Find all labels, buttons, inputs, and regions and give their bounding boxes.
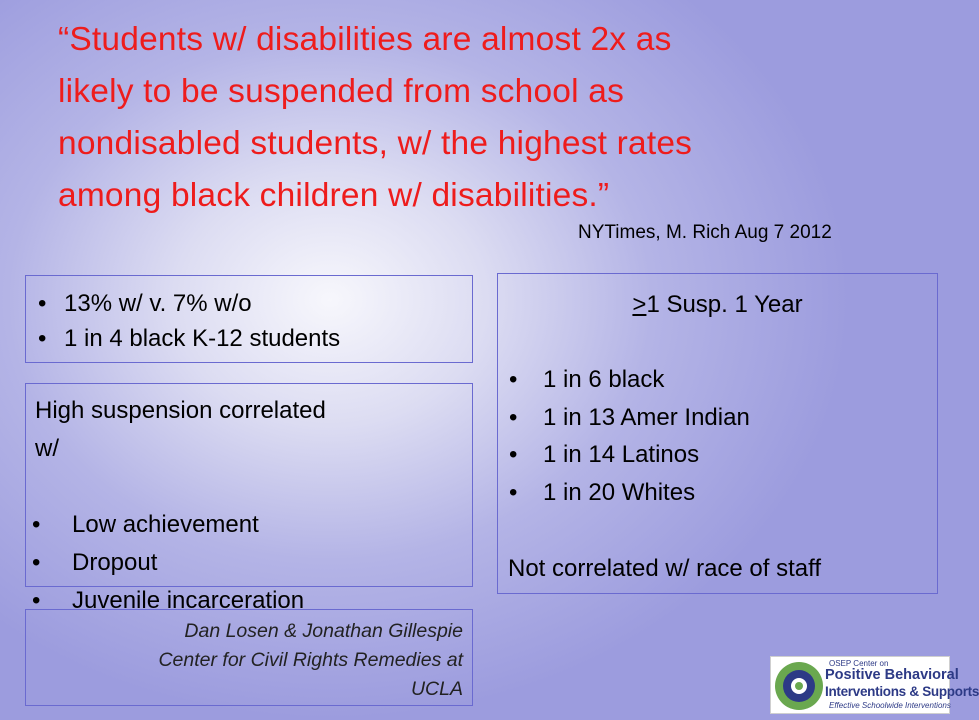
suspension-list	[508, 361, 937, 512]
list-item: • Low achievement	[35, 506, 472, 544]
list-item: • 1 in 20 Whites	[508, 474, 937, 512]
list-item: • 1 in 4 black K-12 students	[32, 321, 472, 356]
quote-line: among black children w/ disabilities.”	[58, 177, 610, 214]
heading-line: High suspension correlated	[35, 397, 326, 424]
stats-box	[25, 275, 473, 363]
logo-line: Positive Behavioral	[825, 667, 959, 683]
greater-equal-symbol: >	[632, 291, 647, 318]
suspension-title	[508, 286, 937, 324]
logo-line: Effective Schoolwide Interventions	[829, 701, 951, 710]
pbis-emblem-icon	[771, 657, 827, 715]
list-item: • 1 in 13 Amer Indian	[508, 399, 937, 437]
quote-line: likely to be suspended from school as	[58, 73, 625, 110]
credit-line: UCLA	[410, 678, 463, 700]
correlation-list	[35, 506, 472, 620]
quote-text	[58, 14, 918, 222]
quote-line: nondisabled students, w/ the highest rates	[58, 125, 693, 162]
list-item: • 13% w/ v. 7% w/o	[32, 286, 472, 321]
correlation-heading	[35, 392, 472, 468]
suspension-footer: Not correlated w/ race of staff	[508, 554, 822, 582]
heading-line: w/	[35, 435, 59, 462]
pbis-logo	[770, 656, 979, 714]
title-text: 1 Susp. 1 Year	[646, 291, 803, 318]
correlation-box	[25, 383, 473, 614]
stats-list	[32, 286, 472, 356]
credit-line: Center for Civil Rights Remedies at	[158, 649, 463, 671]
list-item: • 1 in 14 Latinos	[508, 436, 937, 474]
logo-line: Interventions & Supports	[825, 684, 979, 699]
logo-line: OSEP Center on	[829, 659, 889, 668]
suspension-rates-box	[497, 273, 938, 594]
quote-line: “Students w/ disabilities are almost 2x as	[58, 21, 672, 58]
list-item: • Juvenile incarceration	[35, 582, 472, 620]
credit-line: Dan Losen & Jonathan Gillespie	[184, 620, 463, 642]
list-item: • Dropout	[35, 544, 472, 582]
list-item: • 1 in 6 black	[508, 361, 937, 399]
credit-box	[25, 609, 473, 706]
quote-source: NYTimes, M. Rich Aug 7 2012	[578, 222, 832, 243]
